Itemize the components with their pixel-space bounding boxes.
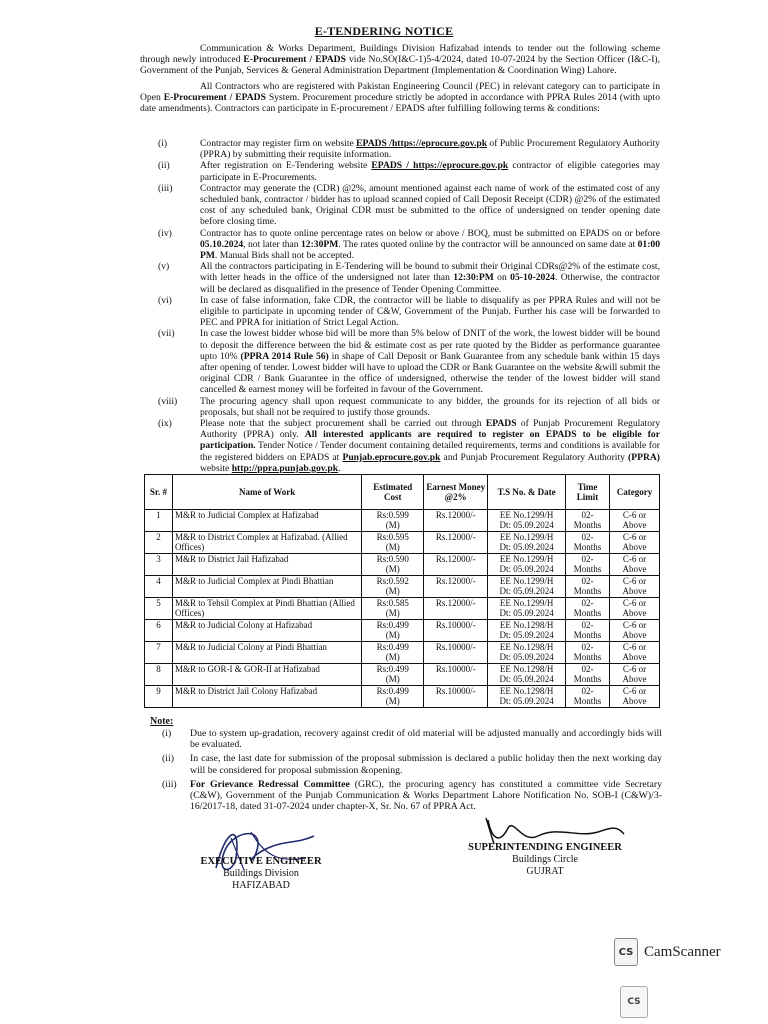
text-run: 01:00 PM	[200, 238, 661, 262]
text-run: vide No.SO(I&C-1)5-4/2024, dated 10-07-2024 by the Section Officer (I&C-I), Government of the Punjab, Services & General Administration Department (Implementation & Coordination Wing) Lahore.	[140, 54, 661, 77]
cell-ts-no-date-text: EE No.1298/H	[499, 664, 554, 674]
cell-earnest-money	[424, 620, 488, 642]
cell-ts-no-date	[488, 598, 566, 620]
cell-sr-text: 1	[156, 510, 161, 520]
text-run: The procuring agency shall upon request communicate to any bidder, the grounds for its rejection of all bids or proposals, but shall not be required to justify those grounds.	[200, 395, 660, 418]
cell-time-limit-text: Months	[573, 696, 602, 706]
condition-item	[140, 261, 660, 295]
cell-category-text: Above	[622, 652, 647, 662]
cell-earnest-money	[424, 664, 488, 686]
condition-text	[200, 396, 660, 418]
text-run: E-Procurement / EPADS	[243, 54, 346, 66]
executive-engineer-signature	[176, 856, 346, 892]
cell-work-name-text: M&R to GOR-I & GOR-II at Hafizabad	[174, 664, 320, 674]
cell-time-limit-text: 02-	[581, 642, 594, 652]
table-row	[145, 620, 660, 642]
cell-category	[610, 510, 660, 532]
cell-ts-no-date	[488, 554, 566, 576]
condition-text	[200, 138, 660, 160]
cell-estimated-cost	[362, 664, 424, 686]
cell-category-text: Above	[622, 586, 647, 596]
cell-sr	[145, 576, 173, 598]
table-header-row	[145, 475, 660, 510]
superintending-engineer-location: GUJRAT	[526, 866, 564, 877]
cell-earnest-money	[424, 576, 488, 598]
cell-estimated-cost-text: Rs:0.499	[376, 686, 409, 696]
cell-estimated-cost-text: (M)	[385, 674, 400, 684]
cell-category-text: C-6 or	[622, 642, 647, 652]
cell-earnest-money-text: Rs.12000/-	[435, 554, 476, 564]
note-body-text: Due to system up-gradation, recovery against credit of old material will be adjusted manually and accordingly bids will be evaluated.	[190, 728, 662, 751]
cell-work-name-text: M&R to Tehsil Complex at Pindi Bhattian (Allied Offices)	[174, 598, 355, 618]
note-body-text: In case, the last date for submission of the proposal submission is declared a public holiday then the next working day will be considered for proposal submission &opening.	[190, 753, 662, 776]
cell-estimated-cost	[362, 642, 424, 664]
cell-ts-no-date-text: EE No.1298/H	[499, 620, 554, 630]
works-table-body	[145, 510, 660, 708]
condition-item	[140, 418, 660, 474]
cell-estimated-cost-text: Rs:0.592	[376, 576, 409, 586]
table-row	[145, 554, 660, 576]
cell-estimated-cost-text: Rs:0.499	[376, 664, 409, 674]
cell-work-name	[172, 532, 361, 554]
text-run: Punjab.eprocure.gov.pk	[342, 451, 441, 463]
cell-time-limit-text: 02-	[581, 576, 594, 586]
condition-text	[200, 261, 660, 295]
cell-time-limit-text: Months	[573, 674, 602, 684]
intro-paragraph-2	[140, 81, 660, 115]
cell-estimated-cost-text: (M)	[385, 652, 400, 662]
cell-earnest-money-text: Rs.12000/-	[435, 510, 476, 520]
cell-ts-no-date-text: EE No.1299/H	[499, 532, 554, 542]
text-run: Contractor may generate the (CDR) @2%, amount mentioned against each name of work of the estimated cost of any scheduled bank, contractor / bidder has to upload scanned copied of Call Deposit Receipt (CDR) @2% of the estimated cost of any scheduled bank, Original CDR must be submitted to the office of undersigned on tender opening date before closing time.	[200, 182, 660, 228]
table-row	[145, 686, 660, 708]
cell-time-limit	[566, 554, 610, 576]
cell-estimated-cost-text: Rs:0.590	[376, 554, 409, 564]
cell-ts-no-date	[488, 664, 566, 686]
condition-item	[140, 183, 660, 228]
text-run: In case the lowest bidder whose bid will be more than 5% below of DNIT of the work, the lowest bidder will be bound to deposit the difference between the bid & estimate cost as per rate quoted by the Bidder as performance guarantee upto 10%	[200, 328, 660, 362]
executive-engineer-division: Buildings Division	[223, 868, 299, 879]
cell-estimated-cost-text: (M)	[385, 630, 400, 640]
cell-work-name	[172, 664, 361, 686]
cell-ts-no-date	[488, 620, 566, 642]
executive-engineer-location: HAFIZABAD	[232, 880, 290, 891]
cell-sr	[145, 510, 173, 532]
text-run: E-Procurement / EPADS	[163, 92, 266, 104]
cell-category	[610, 620, 660, 642]
text-run: website	[200, 462, 232, 474]
cell-ts-no-date-text: Dt: 05.09.2024	[499, 608, 554, 618]
note-text	[190, 728, 662, 750]
cell-time-limit	[566, 510, 610, 532]
note-number: (i)	[162, 728, 172, 739]
cell-sr	[145, 598, 173, 620]
cell-earnest-money	[424, 598, 488, 620]
cell-work-name	[172, 598, 361, 620]
text-run: , not later than	[243, 238, 301, 250]
page-title: E-TENDERING NOTICE	[314, 24, 454, 38]
cell-time-limit-text: Months	[573, 542, 602, 552]
cell-ts-no-date-text: Dt: 05.09.2024	[499, 630, 554, 640]
cell-estimated-cost-text: (M)	[385, 520, 400, 530]
note-body-text: (GRC), the procuring agency has constituted a committee vide Secretary (C&W), Government of the Punjab Communication & Works Department Lahore Notification No. SOB-I (C&W)/3-16/2017-18, dated 31-07-2024 under chapter-X, Sr. No. 67 of PPRA Act.	[190, 778, 662, 813]
cell-category	[610, 686, 660, 708]
text-run: (PPRA)	[628, 451, 660, 463]
cell-earnest-money-text: Rs.10000/-	[435, 642, 476, 652]
text-run: After registration on E-Tendering website	[200, 160, 372, 172]
cell-sr-text: 5	[156, 598, 161, 608]
cell-ts-no-date	[488, 510, 566, 532]
cell-time-limit	[566, 686, 610, 708]
text-run: EPADS /https://eprocure.gov.pk	[356, 138, 488, 149]
cell-earnest-money	[424, 532, 488, 554]
condition-text	[200, 183, 660, 228]
cell-estimated-cost	[362, 686, 424, 708]
note-label: Note:	[150, 716, 174, 727]
text-run: All Contractors who are registered with Pakistan Engineering Council (PEC) in relevant category can to participate in Open	[140, 81, 660, 104]
cell-earnest-money-text: Rs.10000/-	[435, 664, 476, 674]
cell-estimated-cost	[362, 510, 424, 532]
cell-category-text: C-6 or	[622, 576, 647, 586]
condition-number: (i)	[158, 138, 168, 149]
cell-time-limit	[566, 598, 610, 620]
condition-number: (ix)	[158, 418, 172, 430]
text-run: (PPRA 2014 Rule 56)	[240, 350, 329, 362]
header-category: Category	[610, 475, 660, 510]
cell-ts-no-date-text: EE No.1299/H	[499, 510, 554, 520]
condition-number: (ii)	[158, 160, 170, 172]
cell-category-text: C-6 or	[622, 620, 647, 630]
cell-category-text: Above	[622, 542, 647, 552]
camscanner-watermark	[614, 938, 721, 966]
table-row	[145, 510, 660, 532]
text-run: Please note that the subject procurement shall be carried out through	[200, 418, 486, 430]
cell-earnest-money-text: Rs.12000/-	[435, 576, 476, 586]
cell-time-limit	[566, 576, 610, 598]
cell-earnest-money	[424, 554, 488, 576]
cell-time-limit-text: Months	[573, 564, 602, 574]
header-sr: Sr. #	[145, 475, 173, 510]
cell-ts-no-date-text: EE No.1299/H	[499, 576, 554, 586]
cell-estimated-cost-text: Rs:0.499	[376, 620, 409, 630]
intro-paragraph-1	[140, 43, 660, 77]
cell-ts-no-date	[488, 532, 566, 554]
cell-category-text: C-6 or	[622, 510, 647, 520]
cell-ts-no-date-text: EE No.1299/H	[499, 554, 554, 564]
table-row	[145, 598, 660, 620]
table-row	[145, 532, 660, 554]
text-run: 12:30:PM	[453, 272, 494, 284]
condition-text	[200, 328, 660, 395]
condition-text	[200, 295, 660, 329]
cell-category-text: C-6 or	[622, 554, 647, 564]
cell-sr-text: 9	[156, 686, 161, 696]
header-estimated-cost: Estimated Cost	[362, 475, 424, 510]
condition-number: (iv)	[158, 227, 172, 239]
cell-estimated-cost-text: Rs:0.599	[376, 510, 409, 520]
cell-work-name-text: M&R to District Complex at Hafizabad. (Allied Offices)	[174, 532, 348, 552]
condition-item	[140, 328, 660, 395]
cell-time-limit-text: 02-	[581, 598, 594, 608]
condition-text	[200, 418, 660, 474]
text-run: http://ppra.punjab.gov.pk	[231, 462, 339, 474]
note-bold-text: For Grievance Redressal Committee	[190, 778, 350, 790]
cell-time-limit	[566, 642, 610, 664]
cell-time-limit	[566, 664, 610, 686]
text-run: 12:30PM	[301, 238, 339, 250]
text-run: EPADS / https://eprocure.gov.pk	[371, 160, 509, 172]
cell-ts-no-date-text: EE No.1299/H	[499, 598, 554, 608]
cell-category-text: Above	[622, 608, 647, 618]
text-run: contractor of eligible categories may participate in E-Procurements.	[200, 160, 661, 183]
cell-sr-text: 6	[156, 620, 161, 630]
cell-estimated-cost	[362, 554, 424, 576]
cell-work-name	[172, 510, 361, 532]
cell-category-text: C-6 or	[622, 598, 647, 608]
cell-sr-text: 8	[156, 664, 161, 674]
cell-sr	[145, 664, 173, 686]
text-run: 05.10.2024	[200, 238, 244, 250]
condition-text	[200, 228, 660, 262]
cell-estimated-cost-text: Rs:0.595	[376, 532, 409, 542]
cell-ts-no-date-text: EE No.1298/H	[499, 686, 554, 696]
text-run: . Manual Bids shall not be accepted.	[214, 250, 354, 262]
cell-category-text: C-6 or	[622, 686, 647, 696]
text-run: of Public Procurement Regulatory Authority (PPRA) by submitting their requisite information.	[200, 138, 660, 161]
cell-ts-no-date-text: Dt: 05.09.2024	[499, 586, 554, 596]
text-run: . Otherwise, the contractor will be declared as disqualified in the presence of Tender Opening Committee.	[200, 272, 660, 295]
cell-estimated-cost	[362, 620, 424, 642]
cell-work-name	[172, 686, 361, 708]
text-run: . The rates quoted online by the contractor will be announced on same date at	[338, 238, 638, 250]
condition-number: (viii)	[158, 395, 178, 407]
cell-time-limit-text: 02-	[581, 554, 594, 564]
text-run: In case of false information, fake CDR, the contractor will be liable to disqualify as per PPRA Rules and will not be eligible to participate in upcoming tender of C&W, Government of the Punjab. Further his case will be forwarded to PEC and PPRA for initiation of Strict Legal Action.	[200, 294, 660, 329]
text-run: of Punjab Procurement Regulatory Authority (PPRA) only.	[200, 418, 661, 441]
cell-work-name-text: M&R to District Jail Colony Hafizabad	[174, 686, 318, 696]
cell-sr	[145, 554, 173, 576]
superintending-engineer-title: SUPERINTENDING ENGINEER	[468, 842, 622, 853]
note-text	[190, 753, 662, 775]
cell-category-text: Above	[622, 630, 647, 640]
header-name-of-work: Name of Work	[172, 475, 361, 510]
conditions-list	[140, 138, 660, 474]
cell-work-name-text: M&R to Judicial Complex at Pindi Bhattian	[174, 576, 334, 586]
cell-ts-no-date	[488, 642, 566, 664]
notes-list	[150, 728, 662, 815]
condition-item	[140, 295, 660, 329]
camscanner-small-logo-icon: CS	[620, 986, 648, 1018]
note-item	[150, 728, 662, 750]
cell-ts-no-date-text: Dt: 05.09.2024	[499, 564, 554, 574]
text-run: All the contractors participating in E-Tendering will be bound to submit their Original CDRs@2% of the estimate cost, with letter heads in the office of the undersigned not later than	[200, 261, 660, 284]
cell-work-name-text: M&R to Judicial Complex at Hafizabad	[174, 510, 319, 520]
table-row	[145, 664, 660, 686]
camscanner-brand: CamScanner	[644, 943, 721, 960]
condition-item	[140, 228, 660, 262]
cell-category	[610, 554, 660, 576]
cell-estimated-cost	[362, 598, 424, 620]
cell-category-text: Above	[622, 696, 647, 706]
cell-time-limit-text: 02-	[581, 686, 594, 696]
condition-text	[200, 160, 660, 182]
header-ts-no-date: T.S No. & Date	[488, 475, 566, 510]
condition-number: (vi)	[158, 294, 172, 306]
cell-category-text: Above	[622, 564, 647, 574]
cell-earnest-money-text: Rs.10000/-	[435, 620, 476, 630]
cell-ts-no-date	[488, 576, 566, 598]
text-run: All interested applicants are required to register on EPADS to be eligible for participation.	[200, 429, 660, 452]
cell-ts-no-date-text: Dt: 05.09.2024	[499, 520, 554, 530]
cell-estimated-cost	[362, 576, 424, 598]
cell-earnest-money-text: Rs.12000/-	[435, 598, 476, 608]
condition-item	[140, 160, 660, 182]
cell-estimated-cost-text: Rs:0.499	[376, 642, 409, 652]
text-run: and Punjab Procurement Regulatory Authority	[440, 451, 629, 463]
cell-time-limit-text: Months	[573, 652, 602, 662]
text-run: System. Procurement procedure strictly be adopted in accordance with PPRA Rules 2014 (with upto date amendments). Contractors can participate in E-procurement / EPADS after fulfilling following terms & conditions:	[140, 92, 660, 115]
text-run: .	[338, 462, 341, 474]
cell-earnest-money-text: Rs.10000/-	[435, 686, 476, 696]
cell-estimated-cost-text: (M)	[385, 564, 400, 574]
text-run: Communication & Works Department, Buildings Division Hafizabad intends to tender out the following scheme through newly introduced	[140, 43, 660, 66]
cell-sr-text: 7	[156, 642, 161, 652]
text-run: Contractor has to quote online percentage rates on below or above / BOQ, must be submitted on EPADS on or before	[200, 227, 660, 239]
cell-estimated-cost-text: (M)	[385, 608, 400, 618]
cell-earnest-money-text: Rs.12000/-	[435, 532, 476, 542]
cell-time-limit	[566, 532, 610, 554]
cell-estimated-cost-text: Rs:0.585	[376, 598, 409, 608]
text-run: 05-10-2024	[510, 272, 555, 284]
cell-category	[610, 598, 660, 620]
cell-category-text: Above	[622, 674, 647, 684]
cell-work-name	[172, 620, 361, 642]
cell-sr	[145, 532, 173, 554]
text-run: Contractor may register firm on website	[200, 138, 357, 149]
cell-estimated-cost-text: (M)	[385, 586, 400, 596]
cell-ts-no-date-text: Dt: 05.09.2024	[499, 652, 554, 662]
text-run: Tender Notice / Tender document containing detailed requirements, terms and conditions is available for the registered bidders on EPADS at	[200, 440, 660, 463]
cell-sr-text: 4	[156, 576, 161, 586]
note-number: (iii)	[162, 778, 177, 790]
superintending-engineer-circle: Buildings Circle	[512, 854, 578, 865]
cell-work-name-text: M&R to District Jail Hafizabad	[174, 554, 289, 564]
cell-time-limit-text: 02-	[581, 510, 594, 520]
cell-time-limit-text: Months	[573, 520, 602, 530]
cell-sr-text: 2	[156, 532, 161, 542]
cell-earnest-money	[424, 642, 488, 664]
condition-item	[140, 138, 660, 160]
cell-category	[610, 642, 660, 664]
cell-estimated-cost-text: (M)	[385, 696, 400, 706]
superintending-engineer-signature	[450, 842, 640, 878]
note-text	[190, 779, 662, 813]
camscanner-logo-icon: CS	[614, 938, 638, 966]
cell-category-text: C-6 or	[622, 532, 647, 542]
cell-time-limit-text: 02-	[581, 664, 594, 674]
cell-ts-no-date-text: EE No.1298/H	[499, 642, 554, 652]
cell-time-limit-text: Months	[573, 630, 602, 640]
cell-sr	[145, 686, 173, 708]
cell-work-name	[172, 576, 361, 598]
cell-time-limit-text: 02-	[581, 620, 594, 630]
header-earnest-money: Earnest Money @2%	[424, 475, 488, 510]
cell-sr	[145, 642, 173, 664]
cell-category	[610, 576, 660, 598]
cell-time-limit-text: Months	[573, 608, 602, 618]
cell-time-limit	[566, 620, 610, 642]
cell-ts-no-date-text: Dt: 05.09.2024	[499, 696, 554, 706]
cell-work-name	[172, 554, 361, 576]
cell-earnest-money	[424, 686, 488, 708]
condition-number: (v)	[158, 261, 170, 273]
cell-ts-no-date	[488, 686, 566, 708]
cell-time-limit-text: 02-	[581, 532, 594, 542]
cell-work-name	[172, 642, 361, 664]
table-row	[145, 642, 660, 664]
note-item	[150, 779, 662, 813]
cell-sr-text: 3	[156, 554, 161, 564]
cell-ts-no-date-text: Dt: 05.09.2024	[499, 674, 554, 684]
header-time-limit: Time Limit	[566, 475, 610, 510]
cell-ts-no-date-text: Dt: 05.09.2024	[499, 542, 554, 552]
cell-estimated-cost-text: (M)	[385, 542, 400, 552]
note-number: (ii)	[162, 753, 174, 765]
text-run: on	[493, 272, 511, 284]
table-row	[145, 576, 660, 598]
cell-category	[610, 664, 660, 686]
condition-number: (iii)	[158, 182, 173, 194]
cell-category-text: C-6 or	[622, 664, 647, 674]
cell-work-name-text: M&R to Judicial Colony at Pindi Bhattian	[174, 642, 327, 652]
works-table	[144, 474, 660, 708]
note-item	[150, 753, 662, 775]
executive-engineer-title: EXECUTIVE ENGINEER	[200, 856, 322, 867]
cell-sr	[145, 620, 173, 642]
cell-category	[610, 532, 660, 554]
cell-category-text: Above	[622, 520, 647, 530]
text-run: in shape of Call Deposit or Bank Guarantee from any schedule bank within 15 days after opening of tender. Lowest bidder will have to upload the CDR or Bank Guarantee on the website &will submit the original CDR / Bank Guarantee in the office of undersigned, otherwise the tender of the lowest bidder will stand cancelled & earnest money will be forfeited in favour of the Government.	[200, 350, 660, 396]
text-run: EPADS	[485, 418, 517, 430]
cell-earnest-money	[424, 510, 488, 532]
condition-item	[140, 396, 660, 418]
cell-work-name-text: M&R to Judicial Colony at Hafizabad	[174, 620, 313, 630]
cell-estimated-cost	[362, 532, 424, 554]
cell-time-limit-text: Months	[573, 586, 602, 596]
condition-number: (vii)	[158, 328, 175, 340]
